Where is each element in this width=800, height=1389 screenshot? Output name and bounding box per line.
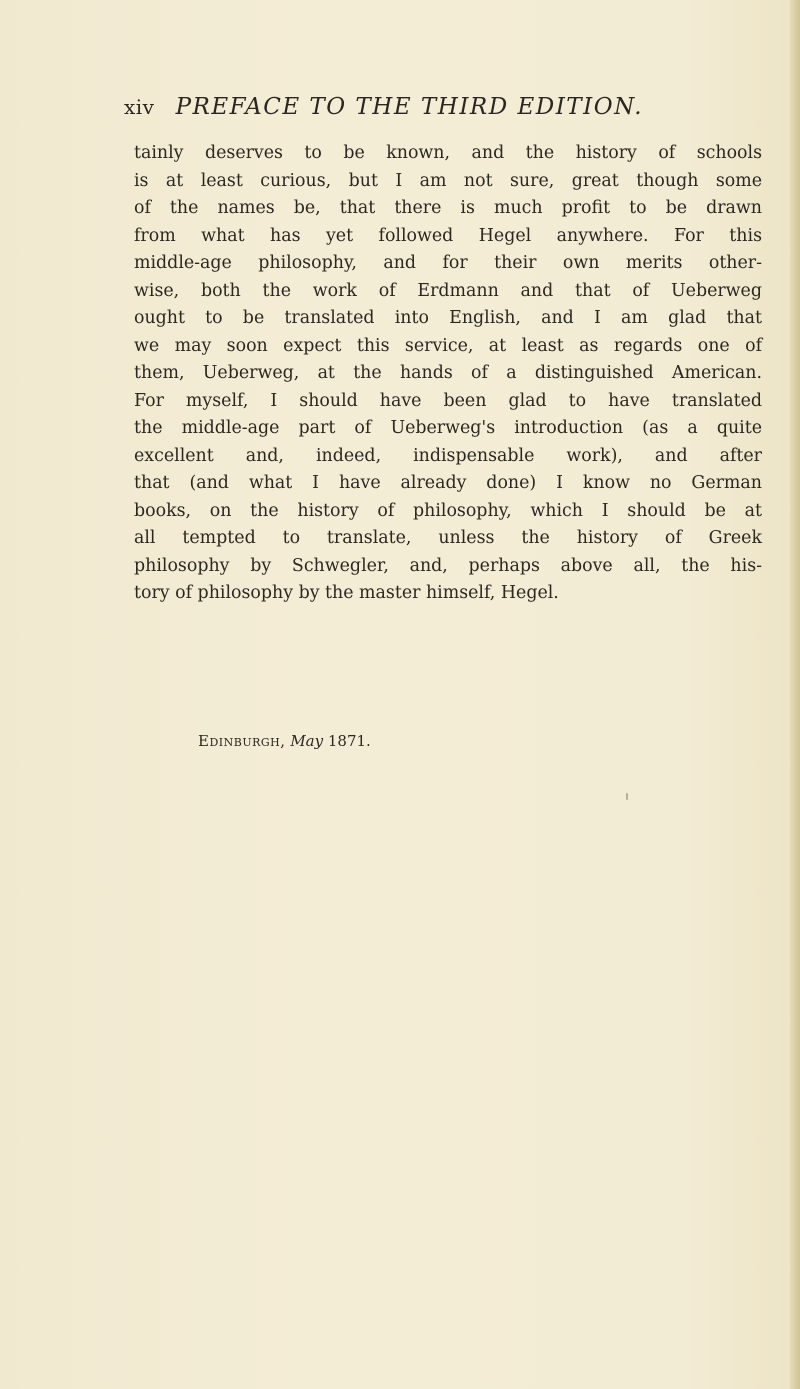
text-line: we may soon expect this service, at least as regards one of [134, 335, 762, 356]
text-line: is at least curious, but I am not sure, great though some [134, 170, 762, 191]
text-line: from what has yet followed Hegel anywhere. For this [134, 225, 762, 246]
text-line: all tempted to translate, unless the history of Greek [134, 528, 762, 548]
text-line: For myself, I should have been glad to have translated [134, 390, 762, 411]
signoff-year: 1871. [327, 732, 371, 750]
signoff-place: Edinburgh, [198, 732, 286, 750]
text-line: philosophy by Schwegler, and, perhaps above all, the his- [134, 555, 762, 576]
text-line: that (and what I have already done) I know no German [134, 473, 762, 493]
text-line: excellent and, indeed, indispensable work), and after [134, 445, 762, 466]
text-line: middle-age philosophy, and for their own merits other- [134, 253, 762, 273]
signoff-month: May [290, 732, 324, 750]
text-line: them, Ueberweg, at the hands of a distinguished American. [134, 363, 762, 383]
body-paragraph [134, 140, 762, 608]
page-number: xiv [124, 95, 155, 119]
text-line-last: tory of philosophy by the master himself, Hegel. [134, 583, 559, 603]
running-head-title: PREFACE TO THE THIRD EDITION. [175, 94, 644, 120]
paper-speck [626, 793, 628, 800]
text-line: ought to be translated into English, and I am glad that [134, 308, 762, 328]
signoff-dateline [198, 732, 371, 750]
text-line: books, on the history of philosophy, which I should be at [134, 500, 762, 521]
text-line: of the names be, that there is much profit to be drawn [134, 198, 762, 218]
text-line: wise, both the work of Erdmann and that of Ueberweg [134, 280, 762, 301]
running-head [124, 94, 724, 124]
text-line: tainly deserves to be known, and the history of schools [134, 143, 762, 163]
page-edge-shadow [790, 0, 800, 1389]
text-line: the middle-age part of Ueberweg's introduction (as a quite [134, 418, 762, 438]
